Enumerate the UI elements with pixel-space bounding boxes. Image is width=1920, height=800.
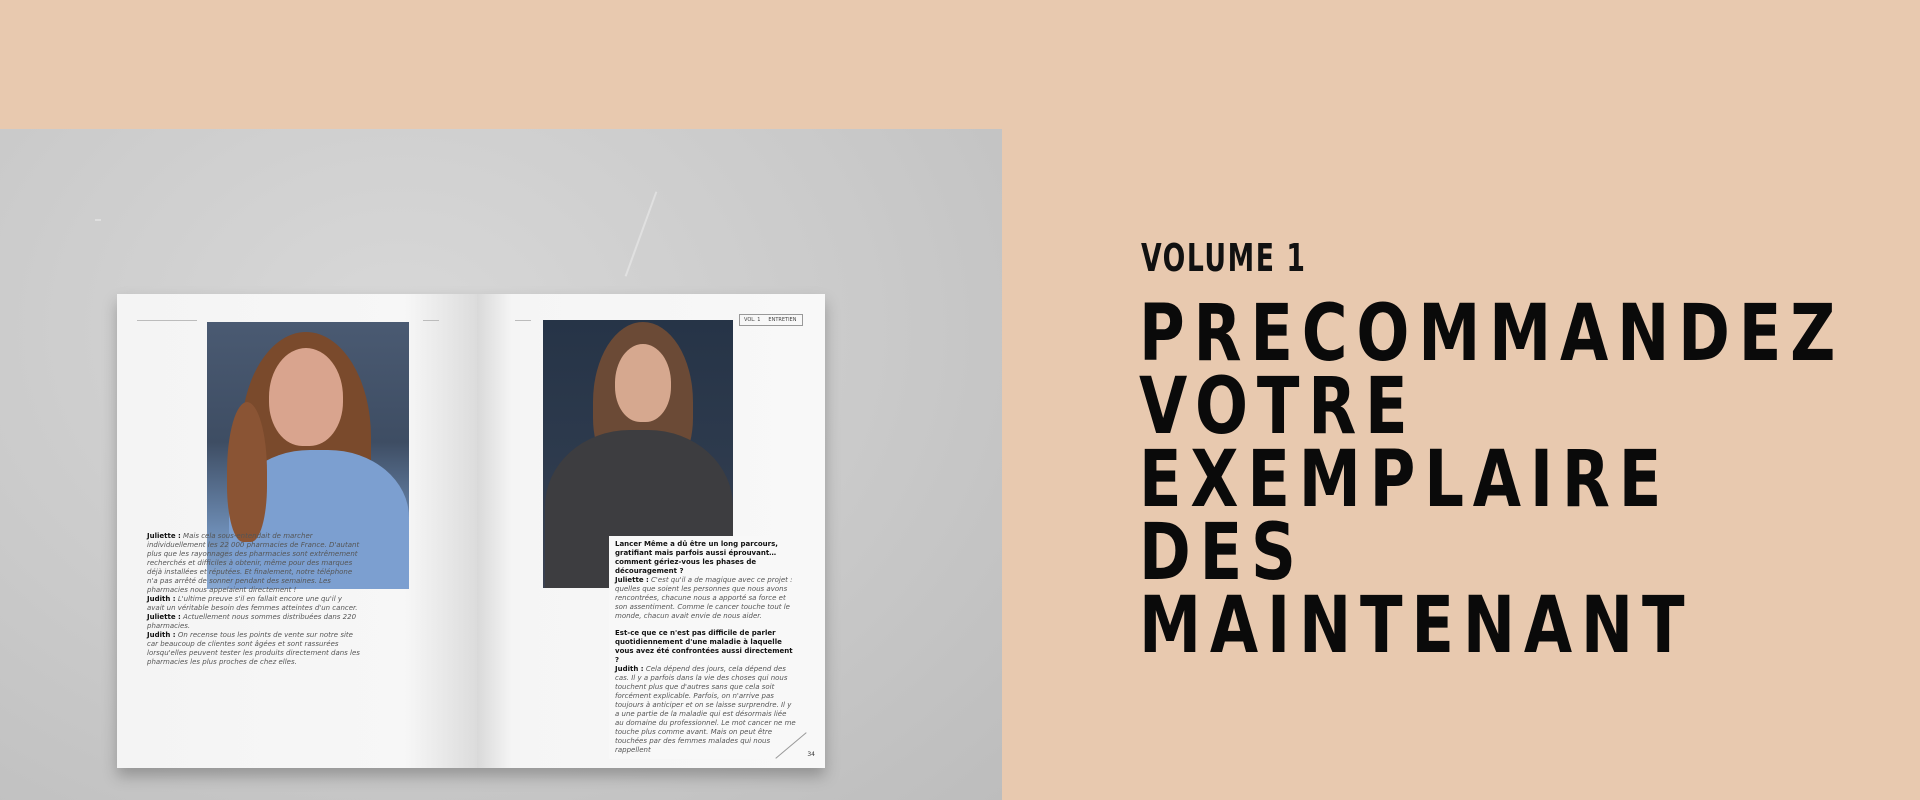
left-article-text: [147, 532, 360, 667]
headline-line: VOTRE: [1139, 362, 1417, 452]
magazine-mockup-image: [0, 129, 1002, 800]
article-paragraph: Juliette : Actuellement nous sommes distribuées dans 220 pharmacies.: [147, 613, 357, 630]
headline: [1139, 289, 1845, 671]
article-paragraph: Juliette : Mais cela sous-entendait de marcher individuellement les 22 000 pharmacies de France. D'autant plus que les rayonnages des pharmacies sont extrêmement recherchés et difficiles à obtenir, même pour des marques déjà installées et réputées. Et finalement, notre téléphone n'a pas arrêté de sonner pendant des semaines. Les pharmacies nous appelaient directement !: [147, 532, 360, 594]
headline-line: EXEMPLAIRE: [1139, 435, 1671, 525]
concrete-texture: [625, 191, 658, 276]
interview-question: Est-ce que ce n'est pas difficile de parler quotidiennement d'une maladie à laquelle vous avez été confrontées aussi directement ?: [615, 629, 793, 664]
headline-line: PRECOMMANDEZ: [1139, 289, 1845, 379]
concrete-texture: [95, 219, 101, 221]
magazine-left-page: [117, 294, 477, 768]
article-paragraph: Judith : L'ultime preuve s'il en fallait encore une qu'il y avait un véritable besoin des femmes atteintes d'un cancer.: [147, 595, 358, 612]
headline-line: MAINTENANT: [1139, 581, 1694, 671]
volume-tag: VOL. 1 ENTRETIEN: [739, 314, 803, 326]
right-article-text: [609, 536, 803, 759]
magazine-right-page: [477, 294, 825, 768]
page-rule: [423, 320, 439, 321]
interview-question: Lancer Même a dû être un long parcours, gratifiant mais parfois aussi éprouvant… comment gériez-vous les phases de découragement ?: [615, 540, 778, 575]
article-paragraph: Judith : Cela dépend des jours, cela dépend des cas. Il y a parfois dans la vie des choses qui nous touchent plus que d'autres sans que cela soit forcément explicable. Parfois, on n'arrive pas toujours à anticiper et on se laisse surprendre. Il y a une partie de la maladie qui est désormais liée au domaine du professionnel. Le mot cancer ne me touche plus comme avant. Mais on peut être touchées par des femmes malades qui nous rappellent: [615, 665, 796, 754]
article-paragraph: Judith : On recense tous les points de vente sur notre site car beaucoup de clientes sont âgées et sont rassurées lorsqu'elles peuvent tester les produits directement dans les pharmacies les plus proches de chez elles.: [147, 631, 360, 666]
article-paragraph: Juliette : C'est qu'il a de magique avec ce projet : quelles que soient les personnes que nous avons rencontrées, chacune nous a apporté sa force et son assentiment. Comme le cancer touche tout le monde, chacun avait envie de nous aider.: [615, 576, 793, 620]
page-rule: [137, 320, 197, 321]
page-number: 34: [807, 751, 815, 758]
open-magazine: [117, 294, 825, 768]
page-rule: [515, 320, 531, 321]
volume-label: VOLUME 1: [1141, 236, 1307, 280]
headline-line: DES: [1139, 508, 1305, 598]
